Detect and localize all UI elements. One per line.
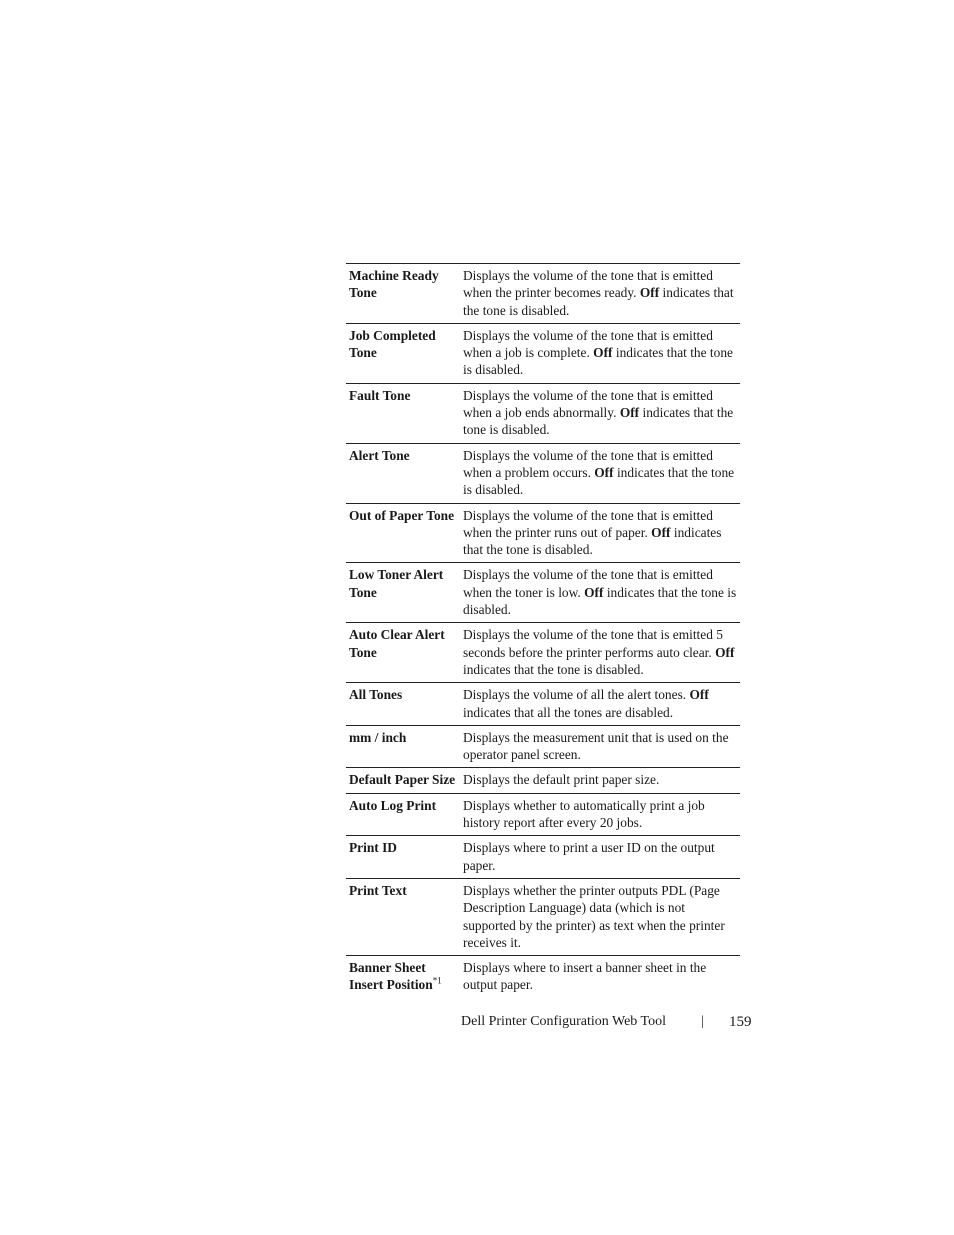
- setting-description: Displays the volume of the tone that is emitted when a problem occurs. Off indicates that the tone is disabled.: [458, 443, 740, 503]
- footer-title: Dell Printer Configuration Web Tool: [461, 1014, 667, 1029]
- setting-name: Fault Tone: [346, 383, 458, 443]
- table-row: [346, 793, 740, 836]
- table-row: [346, 503, 740, 563]
- table-row: [346, 768, 740, 793]
- table-row: [346, 623, 740, 683]
- table-row: [346, 383, 740, 443]
- page-number: 159: [729, 1014, 752, 1030]
- setting-description: Displays the default print paper size.: [458, 768, 740, 793]
- setting-description: Displays the volume of the tone that is emitted when the toner is low. Off indicates that the tone is disabled.: [458, 563, 740, 623]
- table-row: [346, 956, 740, 998]
- settings-table: [346, 263, 740, 998]
- setting-description: Displays the volume of the tone that is emitted when the printer runs out of paper. Off indicates that the tone is disabled.: [458, 503, 740, 563]
- setting-name: Print ID: [346, 836, 458, 879]
- setting-name: Banner Sheet Insert Position$^{*1}$: [349, 960, 442, 993]
- setting-description: Displays where to insert a banner sheet in the output paper.: [463, 960, 707, 993]
- setting-name: Job Completed Tone: [346, 323, 458, 383]
- setting-name: All Tones: [346, 683, 458, 726]
- setting-description: Displays where to print a user ID on the output paper.: [458, 836, 740, 879]
- setting-description: Displays the volume of the tone that is emitted when a job is complete. Off indicates that the tone is disabled.: [458, 323, 740, 383]
- setting-name: Alert Tone: [346, 443, 458, 503]
- setting-name: Default Paper Size: [346, 768, 458, 793]
- setting-description: Displays the volume of all the alert tones. Off indicates that all the tones are disabled.: [458, 683, 740, 726]
- settings-table-body: [346, 264, 740, 998]
- table-row: [346, 878, 740, 955]
- setting-name: Print Text: [346, 878, 458, 955]
- setting-name: Machine Ready Tone: [346, 264, 458, 324]
- setting-name: Auto Clear Alert Tone: [346, 623, 458, 683]
- setting-name: mm / inch: [346, 725, 458, 768]
- footer-separator: |: [701, 1014, 704, 1029]
- setting-description: Displays the volume of the tone that is emitted when the printer becomes ready. Off indicates that the tone is disabled.: [458, 264, 740, 324]
- setting-description: Displays the volume of the tone that is emitted 5 seconds before the printer performs auto clear. Off indicates that the tone is disabled.: [458, 623, 740, 683]
- setting-description: Displays the volume of the tone that is emitted when a job ends abnormally. Off indicates that the tone is disabled.: [458, 383, 740, 443]
- table-row: [346, 563, 740, 623]
- table-row: [346, 443, 740, 503]
- table-row: [346, 725, 740, 768]
- footnote-marker: *1: [432, 975, 442, 986]
- table-row: [346, 323, 740, 383]
- table-row: [346, 264, 740, 324]
- page-footer: [461, 1014, 752, 1030]
- setting-description: Displays the measurement unit that is used on the operator panel screen.: [458, 725, 740, 768]
- table-row: [346, 836, 740, 879]
- table-row: [346, 683, 740, 726]
- setting-description: Displays whether to automatically print a job history report after every 20 jobs.: [458, 793, 740, 836]
- setting-name: Low Toner Alert Tone: [346, 563, 458, 623]
- setting-name: Out of Paper Tone: [346, 503, 458, 563]
- setting-description: Displays whether the printer outputs PDL (Page Description Language) data (which is not supported by the printer) as text when the printer receives it.: [458, 878, 740, 955]
- setting-name: Auto Log Print: [346, 793, 458, 836]
